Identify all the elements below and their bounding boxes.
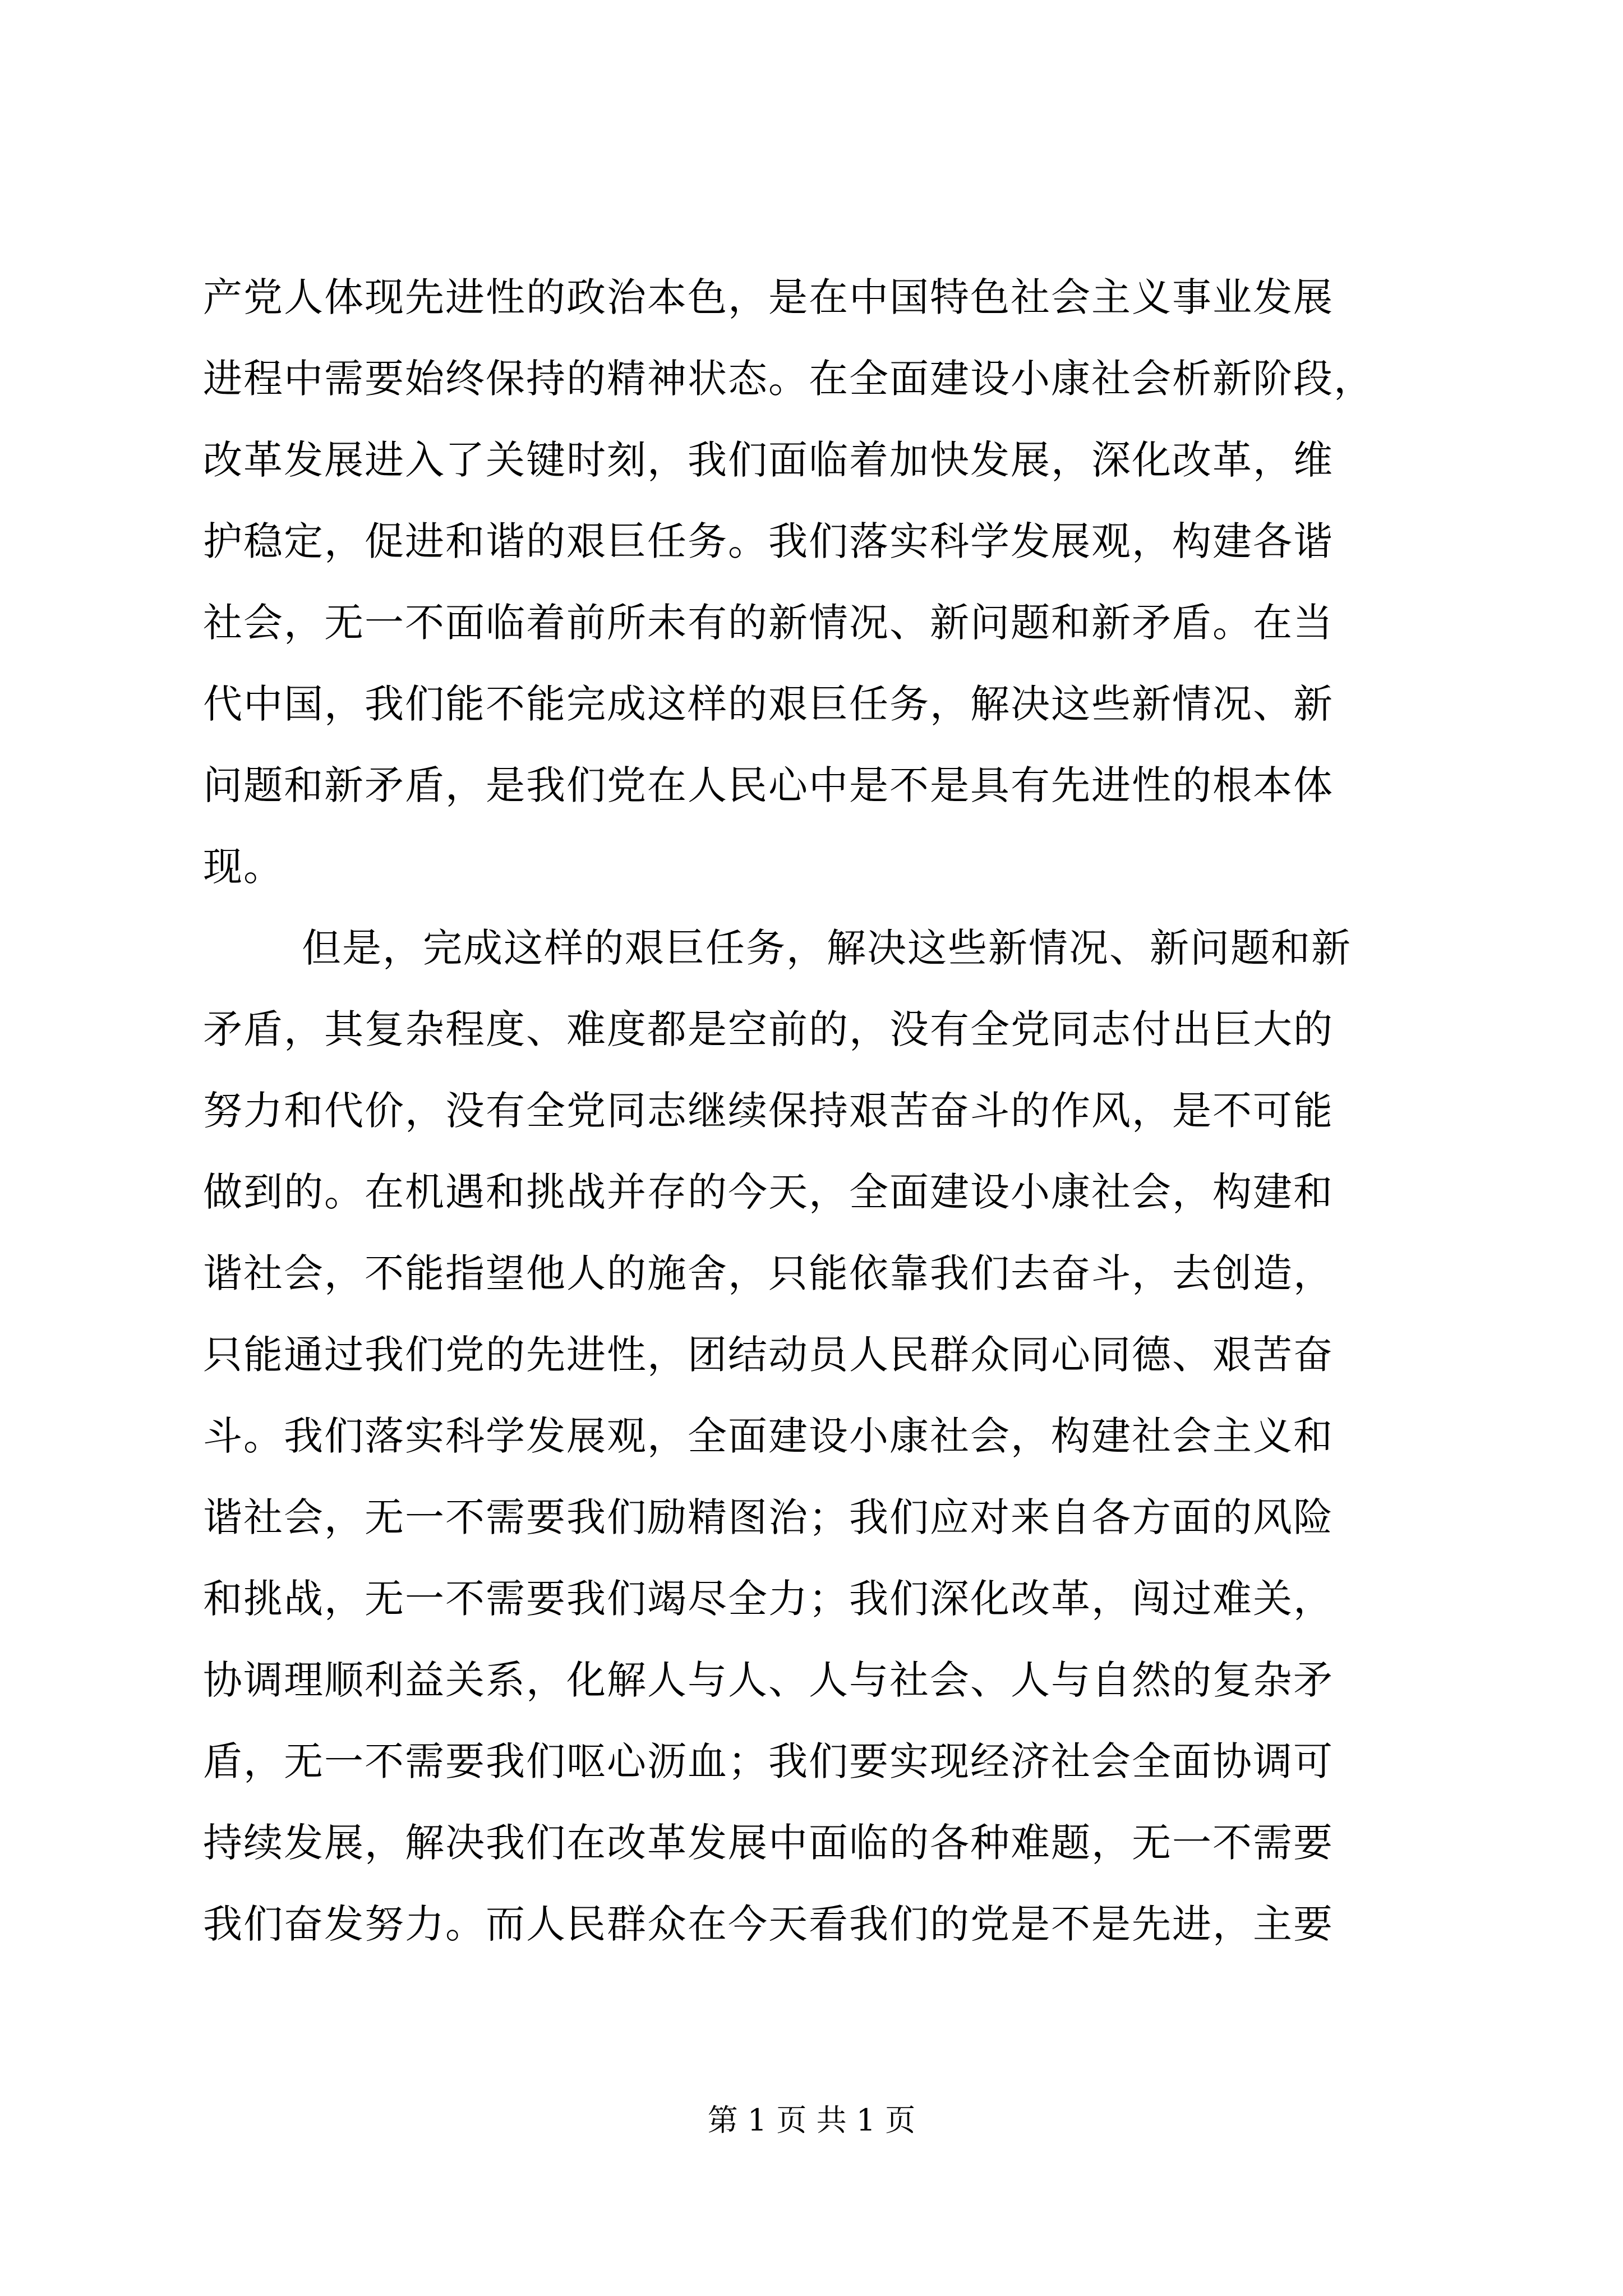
text-line: 做到的。在机遇和挑战并存的今天，全面建设小康社会，构建和 bbox=[203, 1169, 1334, 1215]
paragraph-2 bbox=[203, 908, 1465, 1965]
text-line: 盾，无一不需要我们呕心沥血；我们要实现经济社会全面协调可 bbox=[203, 1738, 1334, 1784]
text-line: 进程中需要始终保持的精神状态。在全面建设小康社会析新阶段， bbox=[203, 356, 1374, 402]
paragraph-1 bbox=[203, 257, 1465, 908]
text-line: 谐社会，不能指望他人的施舍，只能依靠我们去奋斗，去创造， bbox=[203, 1250, 1334, 1296]
text-line: 我们奋发努力。而人民群众在今天看我们的党是不是先进，主要 bbox=[203, 1901, 1334, 1947]
body-text bbox=[203, 257, 1465, 1965]
text-line: 只能通过我们党的先进性，团结动员人民群众同心同德、艰苦奋 bbox=[203, 1332, 1334, 1378]
text-line: 但是，完成这样的艰巨任务，解决这些新情况、新问题和新 bbox=[302, 925, 1352, 971]
page-number-label: 第 1 页 共 1 页 bbox=[707, 2102, 916, 2138]
text-line: 谐社会，无一不需要我们励精图治；我们应对来自各方面的风险 bbox=[203, 1494, 1334, 1540]
text-line: 改革发展进入了关键时刻，我们面临着加快发展，深化改革，维 bbox=[203, 437, 1334, 483]
text-line: 产党人体现先进性的政治本色，是在中国特色社会主义事业发展 bbox=[203, 274, 1334, 320]
text-line: 现。 bbox=[203, 844, 284, 890]
text-line: 问题和新矛盾，是我们党在人民心中是不是具有先进性的根本体 bbox=[203, 762, 1334, 808]
text-line: 社会，无一不面临着前所未有的新情况、新问题和新矛盾。在当 bbox=[203, 600, 1334, 646]
text-line: 和挑战，无一不需要我们竭尽全力；我们深化改革，闯过难关， bbox=[203, 1576, 1334, 1622]
text-line: 护稳定，促进和谐的艰巨任务。我们落实科学发展观，构建各谐 bbox=[203, 518, 1334, 564]
text-line: 代中国，我们能不能完成这样的艰巨任务，解决这些新情况、新 bbox=[203, 681, 1334, 727]
text-line: 努力和代价，没有全党同志继续保持艰苦奋斗的作风，是不可能 bbox=[203, 1088, 1334, 1134]
page-footer bbox=[0, 2101, 1623, 2140]
text-line: 协调理顺利益关系，化解人与人、人与社会、人与自然的复杂矛 bbox=[203, 1657, 1334, 1703]
text-line: 持续发展，解决我们在改革发展中面临的各种难题，无一不需要 bbox=[203, 1820, 1334, 1866]
text-line: 斗。我们落实科学发展观，全面建设小康社会，构建社会主义和 bbox=[203, 1413, 1334, 1459]
text-line: 矛盾，其复杂程度、难度都是空前的，没有全党同志付出巨大的 bbox=[203, 1006, 1334, 1052]
